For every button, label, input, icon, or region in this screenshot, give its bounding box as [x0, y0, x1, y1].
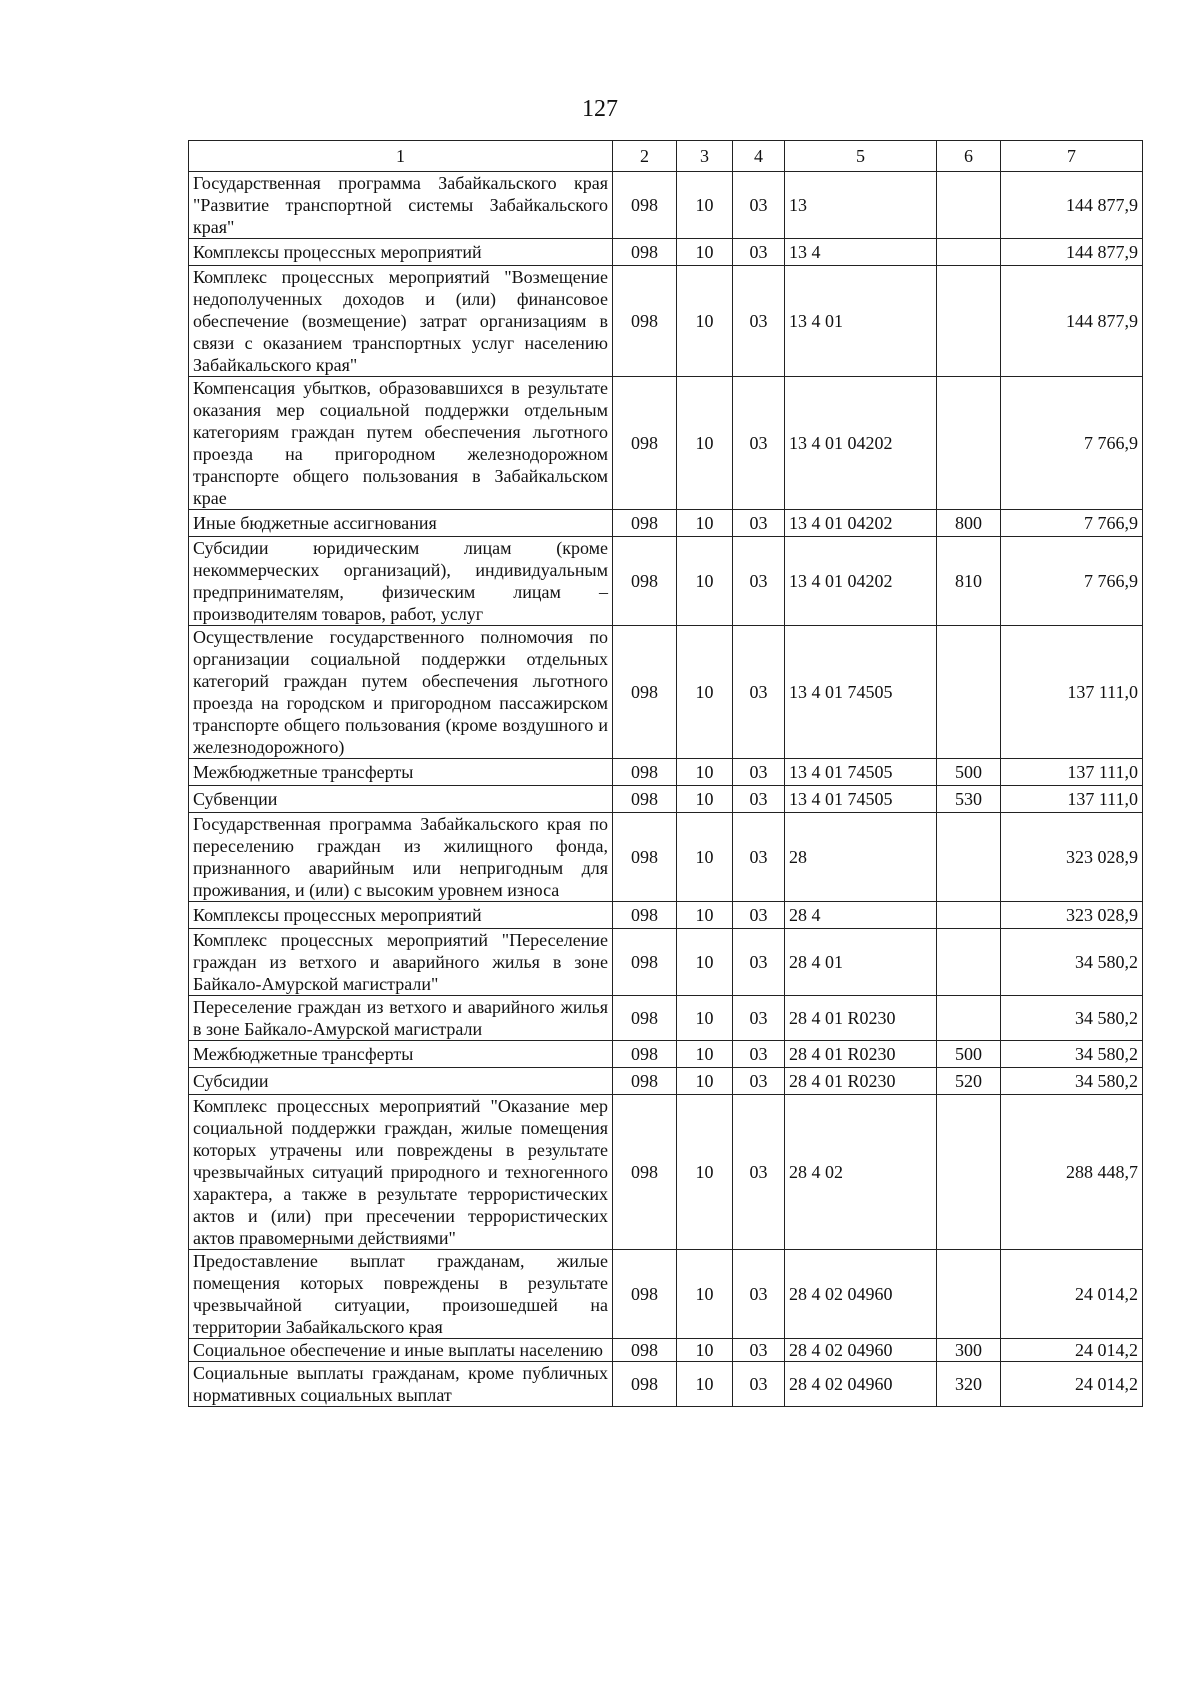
table-row: [189, 1362, 1143, 1407]
cell-section: 10: [677, 813, 733, 902]
row-name: Социальное обеспечение и иные выплаты населению: [189, 1339, 613, 1362]
cell-section: 10: [677, 266, 733, 377]
cell-subsection: 03: [733, 996, 785, 1041]
cell-expense-type: 800: [937, 510, 1001, 537]
cell-amount: 7 766,9: [1001, 377, 1143, 510]
cell-amount: 34 580,2: [1001, 1041, 1143, 1068]
cell-expense-type: 530: [937, 786, 1001, 813]
cell-target-article: 28: [785, 813, 937, 902]
cell-target-article: 28 4 02 04960: [785, 1339, 937, 1362]
cell-section: 10: [677, 1095, 733, 1250]
cell-section: 10: [677, 377, 733, 510]
table-row: [189, 172, 1143, 239]
cell-expense-type: 500: [937, 1041, 1001, 1068]
cell-expense-type: [937, 902, 1001, 929]
cell-expense-type: 500: [937, 759, 1001, 786]
cell-section: 10: [677, 786, 733, 813]
cell-target-article: 13 4 01 04202: [785, 510, 937, 537]
cell-ministry-code: 098: [613, 1095, 677, 1250]
cell-amount: 24 014,2: [1001, 1250, 1143, 1339]
table-row: [189, 996, 1143, 1041]
row-name: Осуществление государственного полномочия по организации социальной поддержки отдельных категорий граждан путем обеспечения льготного проезда на городском и пригородном пассажирском транспорте общего пользования (кроме воздушного и железнодорожного): [189, 626, 613, 759]
cell-target-article: 28 4 01 R0230: [785, 1068, 937, 1095]
cell-section: 10: [677, 1250, 733, 1339]
cell-ministry-code: 098: [613, 266, 677, 377]
table-row: [189, 902, 1143, 929]
cell-subsection: 03: [733, 929, 785, 996]
cell-target-article: 13 4 01 04202: [785, 377, 937, 510]
table-row: [189, 759, 1143, 786]
cell-subsection: 03: [733, 1095, 785, 1250]
cell-ministry-code: 098: [613, 1362, 677, 1407]
row-name: Межбюджетные трансферты: [189, 1041, 613, 1068]
cell-ministry-code: 098: [613, 996, 677, 1041]
budget-table: [188, 140, 1143, 1407]
page-number: 127: [582, 96, 618, 122]
cell-ministry-code: 098: [613, 1068, 677, 1095]
cell-amount: 7 766,9: [1001, 510, 1143, 537]
cell-subsection: 03: [733, 537, 785, 626]
cell-expense-type: [937, 1095, 1001, 1250]
table-row: [189, 510, 1143, 537]
cell-amount: 137 111,0: [1001, 626, 1143, 759]
cell-section: 10: [677, 1068, 733, 1095]
column-header-3: 3: [677, 141, 733, 172]
cell-ministry-code: 098: [613, 902, 677, 929]
cell-subsection: 03: [733, 377, 785, 510]
row-name: Переселение граждан из ветхого и аварийного жилья в зоне Байкало-Амурской магистрали: [189, 996, 613, 1041]
cell-target-article: 28 4 02 04960: [785, 1362, 937, 1407]
cell-subsection: 03: [733, 626, 785, 759]
cell-target-article: 13 4 01 74505: [785, 626, 937, 759]
cell-expense-type: [937, 626, 1001, 759]
table-row: [189, 929, 1143, 996]
cell-ministry-code: 098: [613, 813, 677, 902]
cell-expense-type: [937, 239, 1001, 266]
cell-amount: 144 877,9: [1001, 266, 1143, 377]
cell-target-article: 28 4 01: [785, 929, 937, 996]
column-header-5: 5: [785, 141, 937, 172]
column-header-4: 4: [733, 141, 785, 172]
cell-amount: 34 580,2: [1001, 929, 1143, 996]
row-name: Иные бюджетные ассигнования: [189, 510, 613, 537]
cell-expense-type: 810: [937, 537, 1001, 626]
cell-section: 10: [677, 239, 733, 266]
cell-ministry-code: 098: [613, 759, 677, 786]
cell-amount: 323 028,9: [1001, 813, 1143, 902]
table-row: [189, 1250, 1143, 1339]
table-row: [189, 1095, 1143, 1250]
cell-subsection: 03: [733, 902, 785, 929]
table-row: [189, 239, 1143, 266]
row-name: Комплексы процессных мероприятий: [189, 902, 613, 929]
cell-subsection: 03: [733, 1250, 785, 1339]
cell-subsection: 03: [733, 813, 785, 902]
cell-subsection: 03: [733, 1068, 785, 1095]
cell-subsection: 03: [733, 759, 785, 786]
cell-section: 10: [677, 996, 733, 1041]
table-row: [189, 1041, 1143, 1068]
table-row: [189, 1068, 1143, 1095]
cell-expense-type: [937, 996, 1001, 1041]
cell-section: 10: [677, 929, 733, 996]
cell-expense-type: [937, 813, 1001, 902]
cell-target-article: 13 4 01 74505: [785, 786, 937, 813]
cell-ministry-code: 098: [613, 1041, 677, 1068]
cell-expense-type: [937, 266, 1001, 377]
cell-ministry-code: 098: [613, 172, 677, 239]
cell-expense-type: 520: [937, 1068, 1001, 1095]
cell-section: 10: [677, 1362, 733, 1407]
cell-amount: 7 766,9: [1001, 537, 1143, 626]
row-name: Предоставление выплат гражданам, жилые помещения которых повреждены в результате чрезвычайной ситуации, произошедшей на территории Забайкальского края: [189, 1250, 613, 1339]
cell-section: 10: [677, 172, 733, 239]
cell-target-article: 28 4 01 R0230: [785, 1041, 937, 1068]
cell-ministry-code: 098: [613, 929, 677, 996]
cell-subsection: 03: [733, 239, 785, 266]
cell-subsection: 03: [733, 1339, 785, 1362]
cell-ministry-code: 098: [613, 626, 677, 759]
cell-expense-type: [937, 172, 1001, 239]
cell-section: 10: [677, 1041, 733, 1068]
cell-amount: 137 111,0: [1001, 759, 1143, 786]
cell-amount: 288 448,7: [1001, 1095, 1143, 1250]
cell-target-article: 13: [785, 172, 937, 239]
cell-amount: 24 014,2: [1001, 1339, 1143, 1362]
cell-ministry-code: 098: [613, 537, 677, 626]
cell-amount: 34 580,2: [1001, 996, 1143, 1041]
row-name: Государственная программа Забайкальского края "Развитие транспортной системы Забайкальского края": [189, 172, 613, 239]
cell-target-article: 28 4 02 04960: [785, 1250, 937, 1339]
cell-target-article: 28 4 01 R0230: [785, 996, 937, 1041]
row-name: Комплекс процессных мероприятий "Переселение граждан из ветхого и аварийного жилья в зоне Байкало-Амурской магистрали": [189, 929, 613, 996]
cell-expense-type: [937, 377, 1001, 510]
table-header-row: [189, 141, 1143, 172]
column-header-7: 7: [1001, 141, 1143, 172]
cell-amount: 24 014,2: [1001, 1362, 1143, 1407]
cell-target-article: 13 4 01: [785, 266, 937, 377]
table-row: [189, 626, 1143, 759]
table-row: [189, 377, 1143, 510]
cell-ministry-code: 098: [613, 377, 677, 510]
table-row: [189, 813, 1143, 902]
column-header-6: 6: [937, 141, 1001, 172]
cell-ministry-code: 098: [613, 510, 677, 537]
cell-target-article: 13 4: [785, 239, 937, 266]
cell-subsection: 03: [733, 1041, 785, 1068]
cell-amount: 137 111,0: [1001, 786, 1143, 813]
cell-ministry-code: 098: [613, 239, 677, 266]
cell-target-article: 13 4 01 04202: [785, 537, 937, 626]
cell-section: 10: [677, 626, 733, 759]
row-name: Компенсация убытков, образовавшихся в результате оказания мер социальной поддержки отдельным категориям граждан путем обеспечения льготного проезда на пригородном железнодорожном транспорте общего пользования в Забайкальском крае: [189, 377, 613, 510]
cell-subsection: 03: [733, 1362, 785, 1407]
row-name: Комплексы процессных мероприятий: [189, 239, 613, 266]
row-name: Субсидии юридическим лицам (кроме некоммерческих организаций), индивидуальным предпринимателям, физическим лицам – производителям товаров, работ, услуг: [189, 537, 613, 626]
cell-ministry-code: 098: [613, 1339, 677, 1362]
row-name: Комплекс процессных мероприятий "Оказание мер социальной поддержки граждан, жилые помещения которых утрачены или повреждены в результате чрезвычайных ситуаций природного и техногенного характера, а также в результате террористических актов и (или) при пресечении террористических актов правомерными действиями": [189, 1095, 613, 1250]
cell-amount: 144 877,9: [1001, 172, 1143, 239]
cell-expense-type: [937, 1250, 1001, 1339]
cell-amount: 34 580,2: [1001, 1068, 1143, 1095]
row-name: Социальные выплаты гражданам, кроме публичных нормативных социальных выплат: [189, 1362, 613, 1407]
cell-target-article: 28 4 02: [785, 1095, 937, 1250]
cell-section: 10: [677, 902, 733, 929]
row-name: Комплекс процессных мероприятий "Возмещение недополученных доходов и (или) финансовое обеспечение (возмещение) затрат организациям в связи с оказанием транспортных услуг населению Забайкальского края": [189, 266, 613, 377]
cell-section: 10: [677, 510, 733, 537]
table-row: [189, 1339, 1143, 1362]
column-header-1: 1: [189, 141, 613, 172]
cell-expense-type: 300: [937, 1339, 1001, 1362]
column-header-2: 2: [613, 141, 677, 172]
table-row: [189, 786, 1143, 813]
cell-section: 10: [677, 759, 733, 786]
cell-section: 10: [677, 1339, 733, 1362]
cell-subsection: 03: [733, 266, 785, 377]
cell-section: 10: [677, 537, 733, 626]
cell-target-article: 28 4: [785, 902, 937, 929]
cell-amount: 323 028,9: [1001, 902, 1143, 929]
row-name: Межбюджетные трансферты: [189, 759, 613, 786]
cell-expense-type: [937, 929, 1001, 996]
cell-expense-type: 320: [937, 1362, 1001, 1407]
row-name: Субвенции: [189, 786, 613, 813]
cell-subsection: 03: [733, 172, 785, 239]
cell-subsection: 03: [733, 786, 785, 813]
cell-amount: 144 877,9: [1001, 239, 1143, 266]
cell-ministry-code: 098: [613, 1250, 677, 1339]
row-name: Государственная программа Забайкальского края по переселению граждан из жилищного фонда, признанного аварийным или непригодным для проживания, и (или) с высоким уровнем износа: [189, 813, 613, 902]
cell-ministry-code: 098: [613, 786, 677, 813]
table-row: [189, 266, 1143, 377]
cell-target-article: 13 4 01 74505: [785, 759, 937, 786]
table-row: [189, 537, 1143, 626]
cell-subsection: 03: [733, 510, 785, 537]
row-name: Субсидии: [189, 1068, 613, 1095]
